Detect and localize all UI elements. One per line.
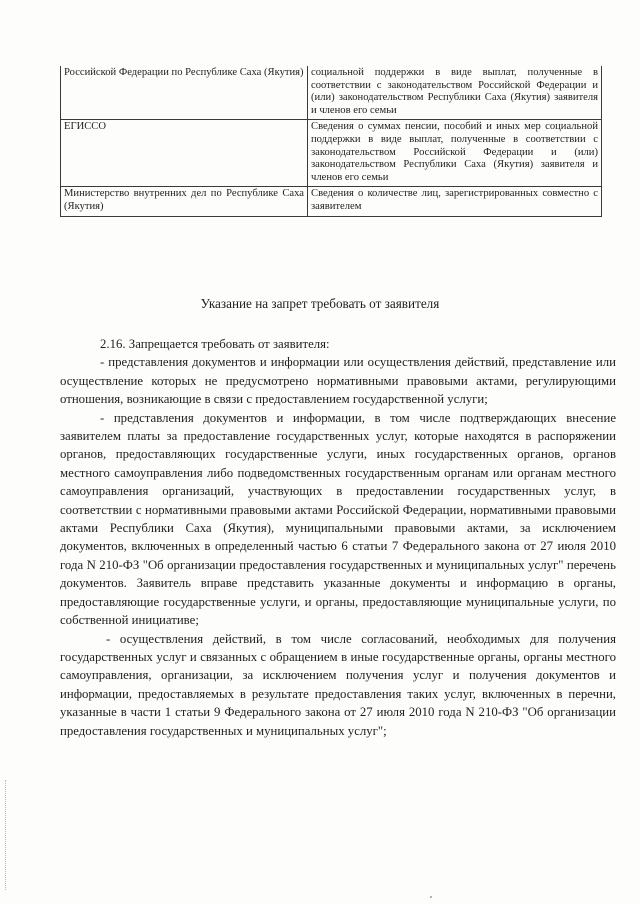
agency-cell: Министерство внутренних дел по Республике Саха (Якутия) <box>61 187 308 216</box>
section-heading: Указание на запрет требовать от заявителя <box>200 296 440 311</box>
agency-cell: Российской Федерации по Республике Саха (Якутия) <box>61 66 308 120</box>
scan-edge-mark <box>5 780 7 890</box>
table-row <box>61 120 602 187</box>
info-cell: Сведения о количестве лиц, зарегистрированных совместно с заявителем <box>308 187 602 216</box>
scan-speck <box>430 896 432 898</box>
agency-cell: ЕГИССО <box>61 120 308 187</box>
info-cell: Сведения о суммах пенсии, пособий и иных мер социальной поддержки в виде выплат, полученные в соответствии с законодательством Российской Федерации и (или) законодательством Республики Саха (Якутия) заявителя и членов его семьи <box>308 120 602 187</box>
paragraph: - представления документов и информации или осуществления действий, представление или осуществление которых не предусмотрено нормативными правовыми актами, регулирующими отношения, возникающие в связи с предоставлением государственной услуги; <box>60 355 616 407</box>
table-row <box>61 187 602 216</box>
table-row <box>61 66 602 120</box>
info-cell: социальной поддержки в виде выплат, полученные в соответствии с законодательством Российской Федерации и (или) законодательством Республики Саха (Якутия) заявителя и членов его семьи <box>308 66 602 120</box>
paragraph: - представления документов и информации, в том числе подтверждающих внесение заявителем платы за предоставление государственных услуг, которые находятся в распоряжении органов, предоставляющих государственные услуги, иных государственных органов, органов местного самоуправления либо подведомственных государственным органам или органам местного самоуправления организаций, участвующих в предоставлении государственных услуг, в соответствии с нормативными правовыми актами Российской Федерации, нормативными правовыми актами Республики Саха (Якутия), муниципальными правовыми актами, за исключением документов, включенных в определенный частью 6 статьи 7 Федерального закона от 27 июля 2010 года N 210-ФЗ "Об организации предоставления государственных и муниципальных услуг" перечень документов. Заявитель вправе представить указанные документы и информацию в органы, предоставляющие государственные услуги, и органы, предоставляющие муниципальные услуги, по собственной инициативе; <box>60 410 616 628</box>
section-body <box>60 335 616 740</box>
paragraph: 2.16. Запрещается требовать от заявителя: <box>100 337 330 351</box>
paragraph: - осуществления действий, в том числе согласований, необходимых для получения государственных услуг и связанных с обращением в иные государственные органы, органы местного самоуправления, организации, за исключением получения услуг и получения документов и информации, предоставляемых в результате предоставления таких услуг, включенных в перечни, указанные в части 1 статьи 9 Федерального закона от 27 июля 2010 года N 210-ФЗ "Об организации предоставления государственных и муниципальных услуг"; <box>60 631 616 738</box>
data-sources-table <box>60 66 602 217</box>
